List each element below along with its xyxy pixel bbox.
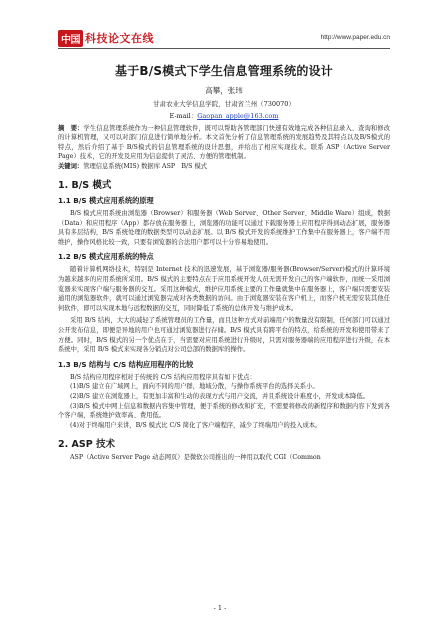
paragraph: 随着计算机网络技术，特别是 Internet 技术的迅速发展，基于浏览器/服务器(Browser/Server)模式的计算环境为越来越多的应用系统所采用。B/S 模式的主要特点在于应用系统开发人员无需开发自己的客户端软件，而统一采用浏览器来实现客户端与服务器的交互。采用这种模式，维护应用系统主要的工作量就集中在服务器上，客户端只需要安装通用的浏览器软件，就可以通过浏览器完成对各类数据的访问。由于浏览器安装在客户机上，而客户机无需安装其他任何软件，即可以实现本地与远程数据的交互，同时降低了系统的总体开发与维护成本。 bbox=[58, 266, 390, 312]
paper-body bbox=[58, 52, 390, 463]
paragraph: ASP（Active Server Page 动态网页）是微软公司推出的一种用以取代 CGI（Common bbox=[70, 454, 321, 462]
subsection-heading: 1.2 B/S 模式应用系统的特点 bbox=[58, 252, 154, 262]
paper-authors: 高攀，张玮 bbox=[205, 86, 243, 95]
site-logo[interactable] bbox=[58, 30, 154, 46]
list-item: (4)对于终端用户来讲，B/S 模式比 C/S 简化了客户端程序，减少了终端用户的投入成本。 bbox=[70, 421, 322, 429]
list-item: (2)B/S 建立在浏览器上，有更加丰富和生动的表现方式与用户交流，并且系统设计难度小，开发成本降低。 bbox=[70, 392, 370, 400]
paper-title: 基于B/S模式下学生信息管理系统的设计 bbox=[115, 64, 333, 78]
subsection-heading: 1.3 B/S 结构与 C/S 结构应用程序的比较 bbox=[58, 359, 194, 369]
header-divider bbox=[58, 48, 390, 49]
email-link[interactable]: Gaopan_apple@163.com bbox=[197, 112, 279, 120]
list-item: (1)B/S 建立在广域网上，面向不同的用户群，地域分散，与操作系统平台的选择关系小。 bbox=[70, 383, 319, 391]
paragraph: B/S 模式应用系统由浏览器（Browser）和服务器（Web Server、Other Server、Middle Ware）组成，数据（Data）和应用程序（App）都存放在服务器上，浏览器的功能可以通过下载服务器上应用程序得到动态扩展，服务器具有多层结构，B/S 系统处理的数据类型可以动态扩展。以 B/S 模式开发的系统维护工作集中在服务器上，客户端不用维护，操作风格比较一致，只要有浏览器的合法用户都可以十分容易地使用。 bbox=[58, 210, 390, 246]
subsection-heading: 1.1 B/S 模式应用系统的原理 bbox=[58, 196, 154, 206]
email-label: E-mail： bbox=[169, 112, 198, 120]
page-header bbox=[58, 30, 390, 50]
section-heading: 1. B/S 模式 bbox=[58, 180, 112, 192]
logo-text: 科技论文在线 bbox=[85, 32, 154, 45]
keywords-text: 管理信息系统(MIS) 数据库 ASP B/S 模式 bbox=[83, 162, 208, 170]
keywords bbox=[58, 162, 390, 171]
paragraph: 采用 B/S 结构，大大的减轻了系统管理员的工作量，而且这种方式对前端用户的数量没有限制，任何部门可以通过公开发布信息，即便是异地的用户也可通过浏览器进行存储。B/S 模式具有跨平台的特点，给系统的开发和使用带来了方便。同时，B/S 模式的另一个优点在于，当需要对应用系统进行升级时，只需对服务器端的应用程序进行升级，在本系统中，采用 B/S 模式来实现各分销点对公司总部的数据库的操作。 bbox=[58, 317, 390, 354]
logo-mark: 中国 bbox=[58, 30, 83, 47]
list-item: (3)B/S 模式中网上信息和数据内容集中管理，便于系统的修改和扩充，不需要将修改的新程序和数据内容下发到各个客户端，系统维护效率高、费用低。 bbox=[58, 402, 390, 420]
page-number: - 1 - bbox=[213, 604, 227, 612]
section-heading: 2. ASP 技术 bbox=[58, 439, 115, 451]
paragraph: B/S 结构应用程序相对于传统的 C/S 结构应用程序具有如下优点： bbox=[70, 373, 256, 381]
author-email bbox=[58, 111, 390, 120]
abstract bbox=[58, 124, 390, 162]
keywords-label: 关键词： bbox=[58, 162, 84, 170]
abstract-text: 学生信息管理系统作为一种信息管理软件，既可以帮助各管理部门快速有效地完成各种信息录入、查询和修改的计算机管理，又可以对部门信息进行简单地分析。本文首先分析了信息管理系统的发展趋势及其特点以及B/S模式的特点，然后介绍了基于 B/S模式的信息管理系统的设计思想，并给出了相应实现技术。联系 ASP（Active Server Page）技术，它的开发及应用为信息提供了灵活、方便的管理机制。 bbox=[58, 125, 391, 161]
abstract-label: 摘 要： bbox=[58, 125, 84, 132]
paper-affiliation: 甘肃农业大学信息学院，甘肃省兰州（730070） bbox=[153, 100, 295, 108]
site-url[interactable]: http://www.paper.edu.cn bbox=[320, 34, 390, 41]
